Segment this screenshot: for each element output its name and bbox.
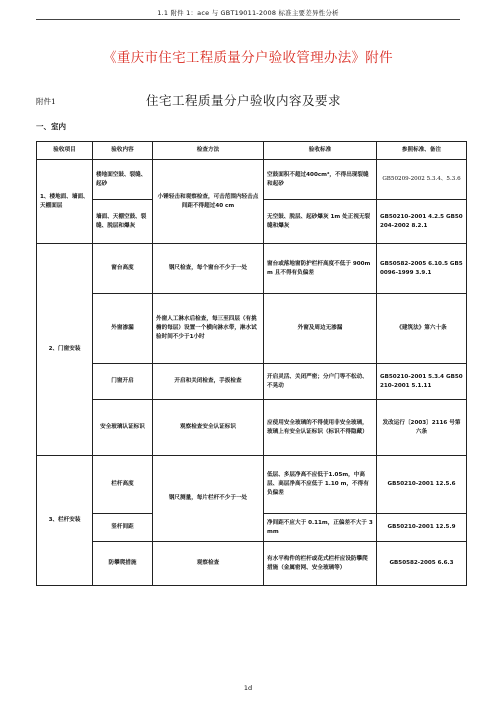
- header-cell-reference: 参照标准、备注: [377, 142, 467, 160]
- header-rule: [36, 19, 460, 20]
- table-row: [37, 456, 467, 514]
- content-cell: 竖杆间距: [93, 514, 153, 542]
- reference-cell: GB50210-2001 5.3.4 GB50210-2001 5.1.11: [377, 364, 467, 400]
- standard-cell: 低层、多层净高不应低于1.05m，中高层、高层净高不应低于 1.10 m，不得有负偏差: [264, 456, 377, 514]
- content-cell: 楼地面空鼓、裂缝、起砂: [93, 160, 153, 200]
- reference-cell: GB50210-2001 12.5.9: [377, 514, 467, 542]
- item-cell: 3、栏杆安装: [37, 456, 93, 586]
- table-header-row: [37, 142, 467, 160]
- standard-cell: 空鼓面积不超过400cm²，不得出现裂缝和起砂: [264, 160, 377, 200]
- standard-cell: 无空鼓、脱层、起砂爆灰 1m 处正视无裂缝和爆灰: [264, 200, 377, 244]
- method-cell: 观察检查安全认证标识: [153, 400, 264, 456]
- reference-cell: 发改运行〔2003〕2116 号第六条: [377, 400, 467, 456]
- standard-cell: 窗台或落地窗防护栏杆高度不低于 900mm 且不得有负偏差: [264, 244, 377, 294]
- reference-cell: GB50210-2001 4.2.5 GB50204-2002 8.2.1: [377, 200, 467, 244]
- reference-cell: GB50209-2002 5.3.4、5.3.6: [377, 160, 467, 200]
- standard-cell: 有水平构件的栏杆或花式栏杆应设防攀爬措施（金属密网、安全玻璃等）: [264, 542, 377, 586]
- header-cell-content: 验收内容: [93, 142, 153, 160]
- table-row: [37, 542, 467, 586]
- reference-cell: 《建筑法》第六十条: [377, 294, 467, 364]
- content-cell: 窗台高度: [93, 244, 153, 294]
- header-cell-item: 验收项目: [37, 142, 93, 160]
- attachment-title: 住宅工程质量分户验收内容及要求: [146, 93, 342, 108]
- standard-cell: 外窗及周边无渗漏: [264, 294, 377, 364]
- table-row: [37, 294, 467, 364]
- page-header: 1.1 附件 1：ace 与 GBT19011-2008 标准主要差异性分析: [157, 9, 339, 17]
- standard-cell: 应使用安全玻璃的不得使用非安全玻璃，玻璃上有安全认证标识（标识不得隐藏）: [264, 400, 377, 456]
- reference-cell: GB50582-2005 6.6.3: [377, 542, 467, 586]
- item-cell: 1、楼地面、墙面、天棚面层: [37, 160, 93, 244]
- content-cell: 安全玻璃认证标识: [93, 400, 153, 456]
- section-heading: 一、室内: [36, 122, 66, 131]
- method-cell: 小锤轻击和观察检查，可击范围内轻击点间距不得超过40 cm: [153, 160, 264, 244]
- method-cell: 钢尺检查，每个窗台不少于一处: [153, 244, 264, 294]
- method-cell: 观察检查: [153, 542, 264, 586]
- reference-cell: GB50210-2001 12.5.6: [377, 456, 467, 514]
- acceptance-table: [36, 141, 467, 586]
- content-cell: 栏杆高度: [93, 456, 153, 514]
- content-cell: 门窗开启: [93, 364, 153, 400]
- attachment-label: 附件1: [36, 97, 56, 106]
- content-cell: 墙面、天棚空鼓、裂缝、脱层和爆灰: [93, 200, 153, 244]
- method-cell: 钢尺测量，每片栏杆不少于一处: [153, 456, 264, 542]
- header-cell-method: 检查方法: [153, 142, 264, 160]
- standard-cell: 开启灵活、关闭严密；分户门等不松动、不晃动: [264, 364, 377, 400]
- reference-cell: GB50582-2005 6.10.5 GB50096-1999 3.9.1: [377, 244, 467, 294]
- standard-cell: 净间距不应大于 0.11m，正偏差不大于 3mm: [264, 514, 377, 542]
- table-row: [37, 160, 467, 200]
- header-cell-standard: 验收标准: [264, 142, 377, 160]
- content-cell: 防攀爬措施: [93, 542, 153, 586]
- method-cell: 外窗人工淋水后检查，每三至四层（有挑檐的每层）设置一个横向淋水带，淋水试验时间不少于1小时: [153, 294, 264, 364]
- item-cell: 2、门窗安装: [37, 244, 93, 456]
- document-title: 《重庆市住宅工程质量分户验收管理办法》附件: [103, 50, 393, 66]
- table-row: [37, 364, 467, 400]
- table-row: [37, 400, 467, 456]
- method-cell: 开启和关闭检查，手扳检查: [153, 364, 264, 400]
- table-row: [37, 244, 467, 294]
- content-cell: 外窗渗漏: [93, 294, 153, 364]
- page-number: 1d: [243, 684, 253, 692]
